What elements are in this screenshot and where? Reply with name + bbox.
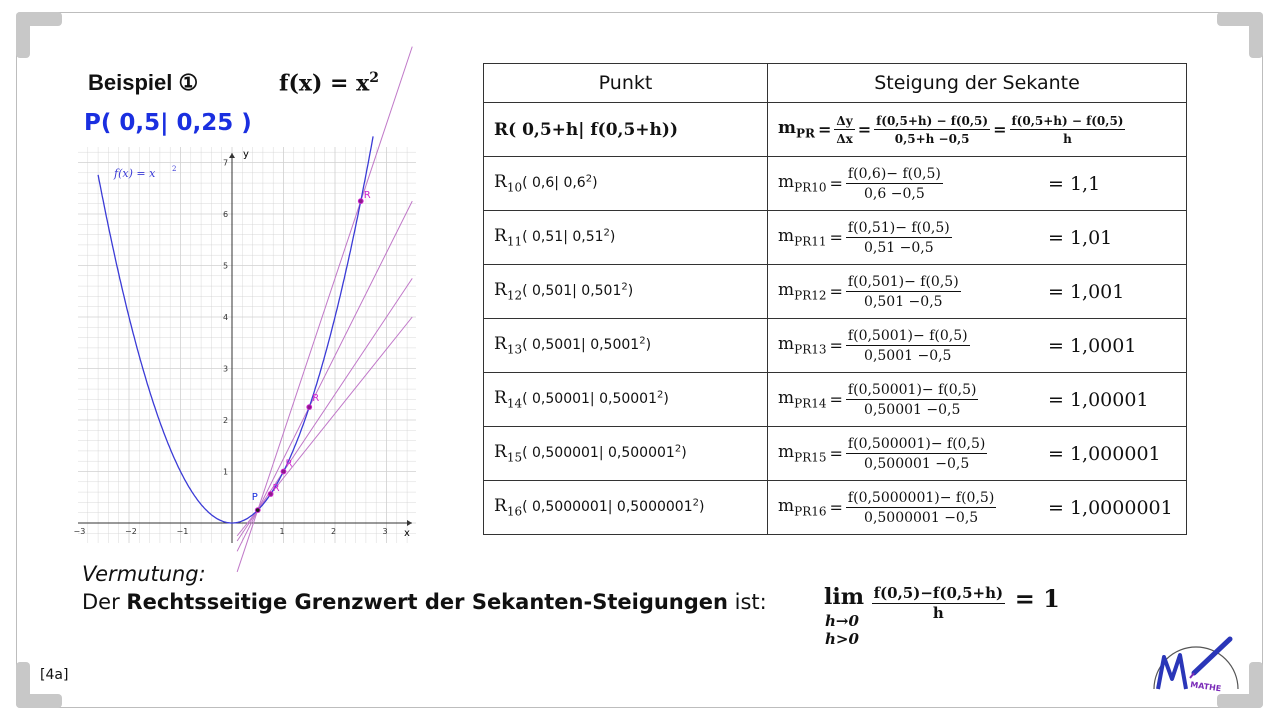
row-fraction-num: f(0,5001)− f(0,5) <box>847 327 968 344</box>
function-definition <box>279 70 379 96</box>
row-point-sub: 12 <box>506 288 523 303</box>
row-point-coords: ( 0,6| $0,6^2$) <box>522 173 598 192</box>
header-punkt: Punkt <box>484 64 768 103</box>
y-axis-label: y <box>243 149 249 160</box>
dx: Δx <box>836 131 853 146</box>
general-point: R( 0,5+h| f(0,5+h)) <box>484 103 768 157</box>
row-slope <box>768 319 1187 373</box>
general-fraction-1-num: f(0,5+h) − f(0,5) <box>876 113 989 128</box>
row-point <box>484 373 768 427</box>
row-m-label <box>778 172 827 194</box>
equals-sign: = <box>829 174 843 193</box>
equals-sign: = <box>829 228 843 247</box>
table-row <box>484 157 1187 211</box>
point-p: P( 0,5| 0,25 ) <box>84 110 252 136</box>
conclusion-statement <box>82 590 767 614</box>
table-row <box>484 427 1187 481</box>
graph-grid <box>78 147 416 543</box>
y-tick-label: 3 <box>223 364 229 374</box>
row-fraction-num: f(0,50001)− f(0,5) <box>847 381 977 398</box>
row-slope <box>768 481 1187 535</box>
row-m-sub: PR13 <box>794 342 827 357</box>
general-slope-formula <box>778 114 1176 146</box>
row-fraction-den: 0,5001 −0,5 <box>864 347 952 364</box>
conclusion-prefix: Der <box>82 590 127 614</box>
row-slope-formula <box>778 274 1176 310</box>
general-m-sub: PR <box>796 126 815 141</box>
row-m-label <box>778 442 827 464</box>
row-m-label <box>778 280 827 302</box>
row-m-label <box>778 496 827 518</box>
y-tick-label: 1 <box>223 467 229 477</box>
y-axis-arrow <box>229 153 235 158</box>
general-fraction-2-num: f(0,5+h) − f(0,5) <box>1011 113 1124 128</box>
row-point-coords: ( 0,501| 0,501$^2$) <box>522 281 634 300</box>
row-point <box>484 427 768 481</box>
row-fraction <box>846 490 996 526</box>
function-label: f(x) = x <box>279 70 370 97</box>
row-point <box>484 481 768 535</box>
row-m: m <box>778 172 795 193</box>
row-m-sub: PR16 <box>794 504 827 519</box>
row-slope-formula <box>778 328 1176 364</box>
y-tick-label: 2 <box>223 416 229 425</box>
row-fraction-num: f(0,5000001)− f(0,5) <box>847 489 995 506</box>
x-axis-label: x <box>404 528 410 539</box>
row-point-x: 0,51 <box>532 229 564 246</box>
equals-sign: = <box>829 336 843 355</box>
row-result: = 1,00001 <box>1048 388 1149 411</box>
x-tick-label: −1 <box>176 527 189 536</box>
row-point-square: 2 <box>692 497 699 509</box>
row-slope <box>768 373 1187 427</box>
row-slope-formula <box>778 166 1176 202</box>
row-fraction <box>846 328 970 364</box>
row-slope-formula <box>778 490 1176 526</box>
equals-sign: = <box>829 444 843 463</box>
row-point-coords: ( 0,50001| 0,50001$^2$) <box>522 389 669 408</box>
row-point-x: 0,5001 <box>532 337 582 354</box>
point-r-marker <box>307 405 312 410</box>
lim-symbol: lim <box>824 584 864 610</box>
equals-sign: = <box>993 120 1007 139</box>
row-result: = 1,001 <box>1048 280 1125 303</box>
row-point-r: R <box>494 442 507 463</box>
row-result: = 1,0001 <box>1048 334 1137 357</box>
row-m-label <box>778 226 827 248</box>
row-m-label <box>778 388 827 410</box>
row-point-y-base: 0,5000001 <box>616 499 693 516</box>
point-label: R <box>272 483 280 495</box>
limit-fraction <box>872 584 1006 622</box>
row-fraction-num: f(0,500001)− f(0,5) <box>847 435 986 452</box>
row-fraction-num: f(0,501)− f(0,5) <box>847 273 959 290</box>
point-p-marker <box>255 508 260 513</box>
row-m-sub: PR12 <box>794 288 827 303</box>
table-row <box>484 373 1187 427</box>
row-point-y-base: 0,6 <box>563 175 586 192</box>
row-point-square: 2 <box>639 335 646 347</box>
row-point-r: R <box>494 226 507 247</box>
row-m-sub: PR15 <box>794 450 827 465</box>
row-point-square: 2 <box>585 173 593 185</box>
row-fraction-den: 0,6 −0,5 <box>864 185 925 202</box>
corner-bottom-right <box>1217 690 1263 708</box>
point-label: R <box>363 190 371 202</box>
row-point <box>484 211 768 265</box>
table-body <box>484 157 1187 535</box>
row-result: = 1,000001 <box>1048 442 1161 465</box>
equals-sign: = <box>818 120 832 139</box>
x-axis-arrow <box>407 520 412 526</box>
x-tick-label: −3 <box>73 527 86 536</box>
general-fraction-2-den: h <box>1063 131 1072 146</box>
corner-top-right <box>1217 12 1263 30</box>
row-point-y-base: 0,5001 <box>590 337 640 354</box>
row-result: = 1,0000001 <box>1048 496 1173 519</box>
row-m: m <box>778 442 795 463</box>
x-tick-label: 2 <box>331 527 337 536</box>
row-point-r: R <box>494 172 507 193</box>
dy: Δy <box>836 113 853 128</box>
row-point <box>484 319 768 373</box>
row-point-r: R <box>494 496 507 517</box>
row-point-square: 2 <box>621 281 628 293</box>
corner-bottom-left <box>16 690 62 708</box>
lim-condition-2: h>0 <box>825 630 859 648</box>
function-exponent: 2 <box>369 70 380 86</box>
row-point-sub: 15 <box>506 450 523 465</box>
row-point-sub: 10 <box>506 180 523 195</box>
equals-sign: = <box>829 390 843 409</box>
y-tick-label: 4 <box>223 313 229 322</box>
row-point-y-base: 0,50001 <box>599 391 657 408</box>
row-point-square: 2 <box>674 443 682 455</box>
table-row <box>484 265 1187 319</box>
row-slope <box>768 211 1187 265</box>
lim-condition <box>825 612 859 648</box>
vermutung-label: Vermutung: <box>82 562 206 586</box>
graph-ticks <box>74 159 388 537</box>
row-m-sub: PR10 <box>794 180 827 195</box>
row-point-r: R <box>494 388 507 409</box>
limit-result: = 1 <box>1014 584 1060 613</box>
point-r-marker <box>358 199 363 204</box>
row-result: = 1,1 <box>1048 172 1101 195</box>
limit-fraction-den: h <box>932 604 944 622</box>
y-tick-label: 6 <box>223 210 229 219</box>
row-m: m <box>778 496 795 517</box>
mathe-logo <box>1150 633 1240 694</box>
row-point-x: 0,5000001 <box>532 499 608 516</box>
row-fraction <box>846 274 961 310</box>
row-slope <box>768 427 1187 481</box>
row-fraction-den: 0,501 −0,5 <box>864 293 943 310</box>
row-point <box>484 265 768 319</box>
general-fraction-1-den: 0,5+h −0,5 <box>894 131 970 146</box>
equals-sign: = <box>829 282 843 301</box>
row-point-sub: 16 <box>506 504 523 519</box>
graph-function-label: f(x) = x <box>114 167 156 180</box>
row-point-y-base: 0,51 <box>572 229 604 246</box>
row-point-coords: ( 0,5001| 0,5001$^2$) <box>522 335 652 354</box>
logo-text: MATHE <box>1189 680 1222 694</box>
example-title: Beispiel ① <box>88 70 199 95</box>
conclusion-bold: Rechtsseitige Grenzwert der Sekanten-Steigungen <box>126 590 728 614</box>
y-tick-label: 5 <box>223 261 229 271</box>
row-m-label <box>778 334 827 356</box>
row-fraction <box>846 382 979 418</box>
row-point-y-base: 0,501 <box>581 283 622 300</box>
general-row <box>484 103 1187 157</box>
row-point-r: R <box>494 334 507 355</box>
row-point-coords: ( 0,500001| 0,500001$^2$) <box>522 443 687 462</box>
row-m-sub: PR11 <box>794 234 827 249</box>
row-point-sub: 13 <box>506 342 523 357</box>
general-slope <box>768 103 1187 157</box>
limit-fraction-num: f(0,5)−f(0,5+h) <box>873 584 1004 602</box>
row-point-coords: ( 0,5000001| 0,5000001$^2$) <box>522 497 705 516</box>
table-row <box>484 481 1187 535</box>
table-header-row <box>484 64 1187 103</box>
row-point-y-base: 0,500001 <box>608 445 675 462</box>
general-fraction-2 <box>1010 114 1126 146</box>
row-fraction-den: 0,500001 −0,5 <box>864 455 970 472</box>
row-point-sub: 14 <box>506 396 523 411</box>
row-point-square: 2 <box>603 227 610 239</box>
point-r-marker <box>281 469 286 474</box>
general-m: m <box>778 118 796 139</box>
conclusion-suffix: ist: <box>727 590 767 614</box>
table-row <box>484 319 1187 373</box>
row-m: m <box>778 226 795 247</box>
row-fraction <box>846 220 952 256</box>
slide-number: [4a] <box>40 667 69 683</box>
row-m-sub: PR14 <box>794 396 827 411</box>
row-fraction <box>846 166 943 202</box>
general-m-label <box>778 118 815 140</box>
row-m: m <box>778 334 795 355</box>
y-tick-label: 7 <box>223 158 229 168</box>
parabola-graph <box>73 147 416 543</box>
row-point-x: 0,6 <box>532 175 555 192</box>
row-point-square: 2 <box>657 389 664 401</box>
row-fraction-den: 0,5000001 −0,5 <box>864 509 979 526</box>
equals-sign: = <box>857 120 872 139</box>
dy-dx-fraction <box>834 114 854 146</box>
header-steigung: Steigung der Sekante <box>768 64 1187 103</box>
row-m: m <box>778 280 795 301</box>
equals-sign: = <box>829 498 843 517</box>
row-fraction <box>846 436 987 472</box>
row-result: = 1,01 <box>1048 226 1113 249</box>
row-slope <box>768 265 1187 319</box>
row-point <box>484 157 768 211</box>
row-point-x: 0,500001 <box>532 445 599 462</box>
limit-expression <box>824 584 1060 648</box>
lim-condition-1: h→0 <box>825 612 859 630</box>
row-point-coords: ( 0,51| 0,51$^2$) <box>522 227 616 246</box>
row-fraction-den: 0,50001 −0,5 <box>864 401 961 418</box>
graph-function-label-exponent: 2 <box>172 165 177 173</box>
row-point-sub: 11 <box>506 234 523 249</box>
row-slope-formula <box>778 382 1176 418</box>
row-slope-formula <box>778 220 1176 256</box>
secant-table <box>483 63 1187 535</box>
row-point-x: 0,50001 <box>532 391 590 408</box>
x-tick-label: 3 <box>382 527 388 536</box>
point-label: R <box>285 458 293 470</box>
row-fraction-den: 0,51 −0,5 <box>864 239 934 256</box>
row-point-x: 0,501 <box>532 283 573 300</box>
point-label: P <box>251 492 258 504</box>
row-slope-formula <box>778 436 1176 472</box>
point-label: R <box>312 393 320 405</box>
corner-top-left <box>16 12 62 30</box>
row-point-r: R <box>494 280 507 301</box>
x-tick-label: −2 <box>125 527 137 536</box>
general-fraction-1 <box>874 114 990 146</box>
row-fraction-num: f(0,6)− f(0,5) <box>847 165 941 182</box>
row-slope <box>768 157 1187 211</box>
row-m: m <box>778 388 795 409</box>
x-tick-label: 1 <box>279 527 285 536</box>
table-row <box>484 211 1187 265</box>
row-fraction-num: f(0,51)− f(0,5) <box>847 219 950 236</box>
